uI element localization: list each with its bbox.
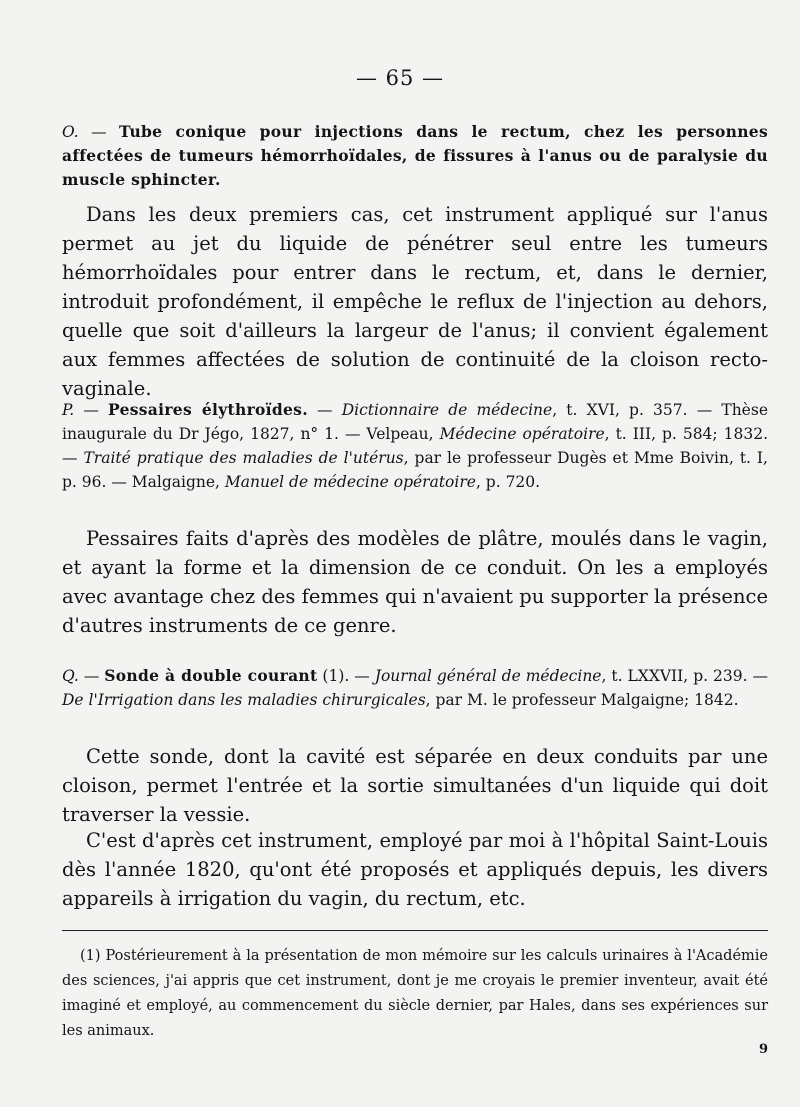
entry-p-heading [62, 398, 768, 494]
signature-mark: 9 [758, 1042, 768, 1057]
footnote: (1) Postérieurement à la présentation de mon mémoire sur les calculs urinaires à l'Académie des sciences, j'ai appris que cet instrument, dont je me croyais le premier inventeur, avait été imaginé et employé, au commencement du siècle dernier, par Hales, dans ses expériences sur les animaux. [62, 948, 768, 1039]
entry-p-ref-4-title: Manuel de médecine opératoire [224, 473, 476, 491]
entry-o-paragraph: Dans les deux premiers cas, cet instrument appliqué sur l'anus permet au jet du liquide de pénétrer seul entre les tumeurs hémorrhoïdales pour entrer dans le rectum, et, dans le dernier, introduit profondément, il empêche le reflux de l'injection au dehors, quelle que soit d'ailleurs la largeur de l'anus; il convient également aux femmes affectées de solution de continuité de la cloison recto-vaginale. [62, 203, 768, 400]
entry-p-ref-2-detail: , t. III, p. 584; 1832. — [62, 425, 769, 467]
entry-p-title: Pessaires élythroïdes. [108, 400, 308, 419]
entry-p-dash: — [307, 401, 342, 419]
entry-o-letter: O. — [62, 123, 107, 141]
entry-o-heading [62, 120, 768, 192]
entry-p-ref-1-detail: , t. XVI, p. 357. — Thèse inaugurale du Dr Jégo, 1827, n° 1. — Velpeau, [62, 401, 768, 443]
entry-p-letter: P. — [62, 401, 99, 419]
entry-q-heading [62, 664, 768, 712]
entry-o-title: Tube conique pour injections dans le rectum, chez les personnes affectées de tumeurs hémorrhoïdales, de fissures à l'anus ou de paralysie du muscle sphincter. [62, 122, 768, 189]
footnote-divider [62, 930, 768, 931]
entry-p-ref-3-detail: , par le professeur Dugès et Mme Boivin, t. I, p. 96. — Malgaigne, [62, 449, 768, 491]
entry-q-ref-1-detail: , t. LXXVII, p. 239. — [601, 667, 768, 685]
entry-p-ref-4-detail: , p. 720. [475, 473, 541, 491]
entry-q-ref-1-title: Journal général de médecine [374, 667, 602, 685]
entry-q-title: Sonde à double courant [104, 666, 318, 685]
entry-p-paragraph: Pessaires faits d'après des modèles de plâtre, moulés dans le vagin, et ayant la forme et la dimension de ce conduit. On les a employés avec avantage chez des femmes qui n'avaient pu supporter la présence d'autres instruments de ce genre. [62, 527, 768, 637]
entry-p-ref-3-title: Traité pratique des maladies de l'utérus [83, 449, 404, 467]
entry-q-footnote-marker: (1). — [317, 667, 375, 685]
entry-p-ref-1-title: Dictionnaire de médecine [341, 401, 553, 419]
page-number: — 65 — [355, 66, 445, 90]
entry-q-ref-2-title: De l'Irrigation dans les maladies chirurgicales [62, 691, 426, 709]
entry-q-letter: Q. — [62, 667, 100, 685]
entry-p-ref-2-title: Médecine opératoire [439, 425, 605, 443]
entry-q-paragraph-1: Cette sonde, dont la cavité est séparée en deux conduits par une cloison, permet l'entrée et la sortie simultanées d'un liquide qui doit traverser la vessie. [62, 745, 768, 826]
entry-q-paragraph-2: C'est d'après cet instrument, employé par moi à l'hôpital Saint-Louis dès l'année 1820, qu'ont été proposés et appliqués depuis, les divers appareils à irrigation du vagin, du rectum, etc. [62, 829, 768, 910]
entry-q-ref-2-detail: , par M. le professeur Malgaigne; 1842. [425, 691, 739, 709]
